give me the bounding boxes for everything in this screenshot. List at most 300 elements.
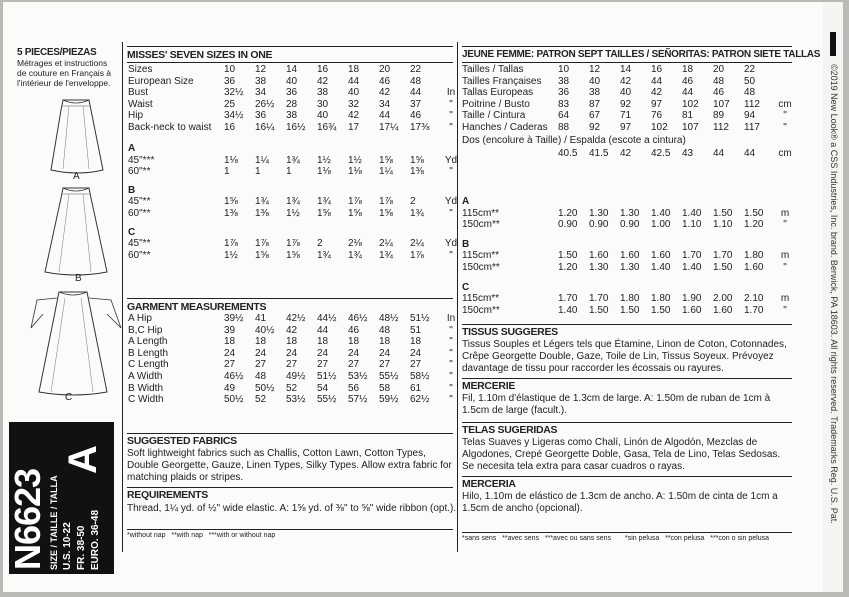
- skirt-view-c-illustration: [21, 284, 131, 402]
- garment-unit: ": [449, 359, 453, 371]
- garment-cell: 18: [286, 336, 298, 348]
- view-label-b: B: [75, 273, 82, 284]
- jeune-metrage-unit: ": [783, 219, 787, 231]
- garment-unit: ": [449, 336, 453, 348]
- jeune-size-cell: 64: [558, 110, 570, 122]
- jeune-size-cell: 97: [620, 121, 632, 133]
- jeune-metrage-cell: 1.50: [744, 207, 764, 219]
- misses-size-cell: 14: [286, 64, 298, 75]
- telas-title: TELAS SUGERIDAS: [462, 424, 558, 436]
- jeune-metrage-row-label: 115cm**: [462, 207, 500, 219]
- jeune-metrage-cell: 1.80: [744, 250, 764, 262]
- skirt-view-b-illustration: [29, 182, 129, 282]
- garment-cell: 27: [255, 359, 267, 371]
- garment-row-label: A Hip: [128, 313, 152, 324]
- size-badge: [9, 422, 114, 574]
- jeune-size-cell: 14: [620, 64, 632, 75]
- garment-row-label: B Length: [128, 347, 169, 359]
- jeune-size-cell: 92: [589, 121, 601, 133]
- tissus-text: Tissus Souples et Légers tels que Étamine, Linon de Coton, Cotonnades, Crêpe Georgette Double, Gaze, Toile de Lin, Tissus Soyeux. Prévoyez davantage de tissu pour raccorder les écossais ou rayures.: [462, 339, 787, 374]
- jeune-size-cell: 44: [651, 75, 663, 87]
- misses-size-cell: 10: [224, 64, 236, 75]
- tissus-title: TISSUS SUGGERES: [462, 326, 558, 338]
- jeune-metrage-cell: 1.50: [558, 250, 578, 262]
- misses-yardage-cell: 1⅞: [286, 238, 300, 250]
- jeune-title: JEUNE FEMME: PATRON SEPT TAILLES / SEÑORITAS: PATRON SIETE TALLAS: [462, 49, 821, 60]
- misses-yardage-unit: ": [449, 166, 453, 178]
- jeune-metrage-cell: 1.70: [682, 250, 702, 262]
- garment-cell: 52: [286, 382, 298, 394]
- jeune-size-unit: [775, 64, 795, 76]
- misses-yardage-row: [128, 166, 461, 178]
- jeune-size-cell: 107: [713, 98, 730, 110]
- jeune-metrage-cell: 1.20: [744, 219, 764, 231]
- jeune-metrage-row: [462, 262, 795, 274]
- garment-cell: 58: [379, 382, 391, 394]
- misses-yardage-cell: 1⅛: [348, 166, 362, 178]
- misses-yardage-cell: 1⅞: [255, 238, 269, 250]
- misses-size-cell: 12: [255, 64, 267, 75]
- jeune-metrage-cell: 1.20: [558, 207, 578, 219]
- misses-yardage-cell: 1⅝: [255, 249, 269, 261]
- misses-yardage-view-header: [128, 178, 461, 197]
- misses-yardage-cell: 1⅛: [317, 166, 331, 178]
- misses-size-cell: 16: [224, 121, 236, 133]
- dos-row-label: [462, 148, 558, 160]
- misses-size-cell: 37: [410, 98, 422, 110]
- misses-size-row: [128, 76, 461, 88]
- garment-cell: 39: [224, 324, 236, 336]
- misses-size-cell: 18: [348, 64, 360, 75]
- garment-unit: ": [449, 382, 453, 394]
- garment-cell: 46: [348, 324, 360, 336]
- misses-size-cell: 17¼: [379, 121, 399, 133]
- jeune-size-cell: 38: [589, 87, 601, 99]
- misses-size-cell: 36: [286, 87, 298, 99]
- jeune-metrage-row: [462, 250, 795, 262]
- garment-cell: 27: [224, 359, 236, 371]
- garment-cell: 49½: [286, 370, 306, 382]
- misses-size-cell: 32½: [224, 87, 244, 99]
- garment-cell: 48½: [379, 313, 399, 324]
- misses-yardage-cell: 2¼: [410, 238, 424, 250]
- jeune-metrage-cell: 1.60: [744, 261, 764, 273]
- misses-size-cell: 38: [317, 87, 329, 99]
- misses-size-cell: 16: [317, 64, 329, 75]
- jeune-metrage-row: [462, 219, 795, 231]
- garment-row: [128, 348, 461, 360]
- jeune-metrage-cell: 1.30: [620, 207, 640, 219]
- jeune-metrage-cell: 1.70: [558, 293, 578, 305]
- misses-yardage-view-letter: A: [128, 143, 136, 154]
- misses-yardage-cell: 1⅝: [379, 207, 393, 219]
- misses-size-cell: 36: [224, 75, 236, 87]
- misses-yardage-view-header: [128, 136, 461, 155]
- jeune-size-cell: 83: [558, 98, 570, 110]
- jeune-size-unit: [775, 87, 795, 99]
- jeune-size-cell: 112: [744, 98, 760, 110]
- garment-cell: 44: [317, 324, 329, 336]
- garment-unit: ": [449, 324, 453, 336]
- garment-cell: 24: [410, 347, 422, 359]
- size-us: U.S. 10-22: [62, 522, 73, 570]
- garment-row-label: A Length: [128, 336, 168, 348]
- footnote-es: *sin pelusa **con pelusa ***con o sin pelusa: [625, 535, 769, 542]
- misses-size-row: [128, 122, 461, 134]
- jeune-size-cell: 48: [713, 75, 725, 87]
- jeune-size-row: [462, 110, 795, 122]
- dos-row: [462, 148, 795, 160]
- merceria-text: Hilo, 1.10m de elástico de 1.3cm de ancho. A: 1.50m de cinta de 1cm a 1.5cm de ancho (opcional).: [462, 491, 778, 514]
- jeune-size-cell: 20: [713, 64, 725, 75]
- misses-yardage-unit: ": [449, 207, 453, 219]
- garment-row: [128, 394, 461, 406]
- jeune-metrage-view-header: [462, 274, 795, 294]
- jeune-size-row: [462, 99, 795, 111]
- jeune-size-unit: ": [783, 121, 787, 133]
- misses-size-cell: 30: [317, 98, 329, 110]
- jeune-size-cell: 89: [713, 110, 725, 122]
- pieces-note: Métrages et instructions de couture en Français à l'intérieur de l'enveloppe.: [17, 58, 112, 88]
- jeune-metrage-row-label: 115cm**: [462, 293, 500, 305]
- misses-yardage-row: [128, 196, 461, 208]
- dos-cell: 42.5: [651, 148, 671, 159]
- misses-size-cell: 25: [224, 98, 236, 110]
- misses-size-cell: 42: [379, 87, 391, 99]
- jeune-metrage-unit: m: [780, 293, 790, 305]
- misses-size-cell: 34: [379, 98, 391, 110]
- misses-size-row-label: European Size: [128, 75, 194, 87]
- garment-cell: 27: [286, 359, 298, 371]
- misses-size-row-label: Back-neck to waist: [128, 121, 212, 133]
- garment-cell: 58½: [410, 370, 430, 382]
- jeune-metrage-cell: 1.70: [589, 293, 609, 305]
- misses-size-unit: ": [449, 121, 453, 133]
- misses-yardage-cell: 2¼: [379, 238, 393, 250]
- dos-cell: 41.5: [589, 148, 609, 159]
- misses-size-cell: 17: [348, 121, 360, 133]
- garment-cell: 51: [410, 324, 422, 336]
- misses-yardage-view-letter: C: [128, 226, 136, 238]
- jeune-size-cell: 88: [558, 121, 570, 133]
- misses-size-row: [128, 99, 461, 111]
- garment-unit: ": [449, 347, 453, 359]
- garment-cell: 24: [348, 347, 360, 359]
- dos-cell: 44: [713, 148, 725, 159]
- misses-yardage-row: [128, 155, 461, 167]
- misses-size-unit: ": [449, 110, 453, 122]
- misses-size-cell: 48: [410, 75, 422, 87]
- dos-cell: 40.5: [558, 148, 578, 159]
- misses-size-cell: 32: [348, 98, 360, 110]
- garment-row: [128, 313, 461, 325]
- misses-yardage-cell: 1⅝: [224, 196, 238, 208]
- jeune-size-table: [462, 64, 795, 134]
- misses-size-row: [128, 87, 461, 99]
- jeune-size-row-label: Poitrine / Busto: [462, 98, 530, 110]
- garment-row: [128, 336, 461, 348]
- dos-label: Dos (encolure à Taille) / Espalda (escote a cintura): [462, 135, 686, 146]
- garment-cell: 52: [255, 394, 267, 406]
- garment-cell: 48: [255, 370, 267, 382]
- garment-row: [128, 325, 461, 337]
- garment-row-label: B Width: [128, 382, 164, 394]
- jeune-metrage-cell: 1.60: [651, 250, 671, 262]
- misses-size-unit: [441, 76, 461, 88]
- misses-yardage-view-header: [128, 220, 461, 239]
- misses-yardage-cell: 2⅛: [348, 238, 362, 250]
- telas-text: Telas Suaves y Ligeras como Chalí, Linón de Algodón, Mezclas de Algodones, Crepé Georgette Doble, Gasa, Tela de Lino, Telas Sedosas. Se necesita tela extra para casar cuadros o rayas.: [462, 437, 781, 472]
- misses-yardage-cell: 1½: [348, 154, 362, 166]
- misses-size-row-label: Bust: [128, 87, 149, 99]
- jeune-size-cell: 67: [589, 110, 601, 122]
- garment-cell: 53½: [286, 394, 306, 406]
- misses-size-cell: 20: [379, 64, 391, 75]
- garment-table: [128, 313, 461, 406]
- jeune-metrage-cell: 1.90: [682, 293, 702, 305]
- jeune-size-cell: 40: [589, 75, 601, 87]
- garment-cell: 39½: [224, 313, 244, 324]
- footnote-fr: *sans sens **avec sens ***avec ou sans sens: [462, 535, 612, 542]
- misses-size-cell: 34: [255, 87, 267, 99]
- misses-yardage-cell: 1¾: [410, 207, 424, 219]
- jeune-metrage-cell: 1.60: [620, 250, 640, 262]
- misses-size-cell: 36: [255, 110, 267, 122]
- misses-yardage-cell: 1¾: [348, 249, 362, 261]
- misses-size-cell: 16½: [286, 121, 306, 133]
- jeune-metrage-cell: 1.30: [589, 261, 609, 273]
- misses-yardage-row-label: 45"**: [128, 238, 151, 250]
- jeune-metrage: [462, 188, 795, 316]
- misses-yardage-cell: 1⅛: [224, 154, 238, 166]
- misses-yardage-row: [128, 250, 461, 262]
- garment-cell: 59½: [379, 394, 399, 406]
- garment-row: [128, 371, 461, 383]
- jeune-metrage-cell: 1.50: [713, 207, 733, 219]
- misses-size-row-label: Sizes: [128, 64, 153, 75]
- jeune-size-cell: 38: [558, 75, 570, 87]
- garment-cell: 24: [224, 347, 236, 359]
- jeune-size-cell: 44: [682, 87, 694, 99]
- jeune-size-row-label: Tallas Europeas: [462, 87, 534, 99]
- copyright-text: ©2019 New Look® a CSS Industries, Inc. brand. Berwick, PA 18603. All rights reserved. Trademarks Reg. U.S. Pat.: [829, 64, 839, 524]
- misses-size-cell: 22: [410, 64, 422, 75]
- jeune-size-cell: 102: [682, 98, 699, 110]
- garment-cell: 51½: [317, 370, 337, 382]
- garment-cell: 27: [410, 359, 422, 371]
- jeune-size-row: [462, 64, 795, 76]
- jeune-metrage-view-letter: A: [462, 196, 470, 207]
- misses-yardage-cell: 1⅜: [255, 207, 269, 219]
- view-label-a: A: [73, 171, 80, 182]
- jeune-metrage-cell: 1.00: [651, 219, 671, 231]
- misses-yardage-cell: 1¼: [379, 166, 393, 178]
- misses-yardage-unit: ": [449, 249, 453, 261]
- garment-row: [128, 359, 461, 371]
- size-label: SIZE / TAILLE / TALLA: [49, 475, 59, 570]
- misses-yardage-cell: 1⅝: [286, 249, 300, 261]
- garment-cell: 27: [348, 359, 360, 371]
- misses-size-cell: 38: [255, 75, 267, 87]
- jeune-size-cell: 97: [651, 98, 663, 110]
- garment-cell: 56: [348, 382, 360, 394]
- jeune-metrage-unit: m: [780, 250, 790, 262]
- jeune-metrage-cell: 2.00: [713, 293, 733, 305]
- garment-unit: In: [446, 313, 456, 324]
- garment-row-label: C Width: [128, 394, 164, 406]
- dos-cell: 42: [620, 148, 632, 159]
- misses-yardage-cell: 1¾: [255, 196, 269, 208]
- misses-yardage-row: [128, 208, 461, 220]
- misses-size-cell: 42: [348, 110, 360, 122]
- misses-size-cell: 44: [410, 87, 422, 99]
- jeune-size-cell: 81: [682, 110, 694, 122]
- fabrics-text: Soft lightweight fabrics such as Challis, Cotton Lawn, Cotton Types, Double Georgette, Gauze, Linen Types, Silky Types. Allow extra fabric for matching plaids or stripes.: [127, 448, 452, 483]
- garment-cell: 55½: [379, 370, 399, 382]
- jeune-metrage-cell: 1.40: [651, 207, 671, 219]
- garment-cell: 50½: [255, 382, 275, 394]
- misses-yardage-cell: 1⅝: [348, 207, 362, 219]
- jeune-metrage-cell: 1.30: [589, 207, 609, 219]
- jeune-size-cell: 117: [744, 121, 760, 133]
- jeune-metrage-view-header: [462, 188, 795, 208]
- garment-cell: 41: [255, 313, 267, 324]
- jeune-metrage-cell: 1.50: [620, 304, 640, 316]
- jeune-size-cell: 102: [651, 121, 668, 133]
- jeune-metrage-cell: 0.90: [589, 219, 609, 231]
- garment-cell: 51½: [410, 313, 430, 324]
- jeune-size-unit: ": [783, 110, 787, 122]
- jeune-size-cell: 22: [744, 64, 756, 75]
- jeune-metrage-cell: 1.40: [682, 261, 702, 273]
- jeune-size-row-label: Taille / Cintura: [462, 110, 526, 122]
- jeune-metrage-view-letter: B: [462, 238, 470, 250]
- garment-cell: 61: [410, 382, 422, 394]
- misses-yardage-cell: 1¾: [317, 196, 331, 208]
- garment-unit: ": [449, 370, 453, 382]
- jeune-metrage-view-letter: C: [462, 281, 470, 293]
- jeune-size-cell: 10: [558, 64, 570, 75]
- jeune-metrage-row: [462, 293, 795, 305]
- misses-yardage-cell: 2: [410, 196, 416, 208]
- misses-yardage-cell: 1⅝: [410, 154, 424, 166]
- jeune-size-row-label: Tailles / Tallas: [462, 64, 524, 75]
- misses-yardage-row-label: 60"**: [128, 207, 151, 219]
- misses-yardage-cell: 1: [255, 166, 261, 178]
- jeune-metrage-cell: 1.10: [682, 219, 702, 231]
- jeune-metrage-unit: m: [780, 207, 790, 219]
- mercerie-text: Fil, 1.10m d'élastique de 1.3cm de large. A: 1.50m de ruban de 1cm à 1.5cm de large (facult.).: [462, 393, 771, 416]
- divider-left: [122, 42, 123, 552]
- misses-size-unit: [441, 64, 461, 76]
- misses-size-cell: 40: [286, 75, 298, 87]
- jeune-metrage-cell: 0.90: [620, 219, 640, 231]
- misses-yardage-unit: Yd: [444, 238, 458, 250]
- misses-yardage-row-label: 45"**: [128, 196, 151, 208]
- jeune-metrage-cell: 1.60: [713, 304, 733, 316]
- jeune-metrage-cell: 1.40: [558, 304, 578, 316]
- garment-unit: ": [449, 394, 453, 406]
- garment-cell: 40½: [255, 324, 275, 336]
- misses-yardage-cell: 1⅜: [410, 166, 424, 178]
- misses-size-cell: 34½: [224, 110, 244, 122]
- jeune-size-cell: 94: [744, 110, 756, 122]
- jeune-size-cell: 40: [620, 87, 632, 99]
- jeune-size-cell: 46: [682, 75, 694, 87]
- garment-cell: 48: [379, 324, 391, 336]
- misses-size-cell: 26½: [255, 98, 275, 110]
- garment-cell: 57½: [348, 394, 368, 406]
- garment-cell: 46½: [224, 370, 244, 382]
- misses-yardage-cell: 1⅞: [379, 196, 393, 208]
- mercerie-title: MERCERIE: [462, 380, 516, 392]
- jeune-size-cell: 42: [620, 75, 632, 87]
- size-range-letter: A: [61, 445, 105, 474]
- garment-cell: 50½: [224, 394, 244, 406]
- garment-cell: 18: [410, 336, 422, 348]
- garment-cell: 55½: [317, 394, 337, 406]
- misses-yardage-view-letter: B: [128, 184, 136, 196]
- jeune-size-cell: 50: [744, 75, 756, 87]
- garment-cell: 46½: [348, 313, 368, 324]
- pattern-number: N6623: [7, 468, 48, 570]
- misses-size-cell: 46: [410, 110, 422, 122]
- jeune-size-cell: 76: [651, 110, 663, 122]
- jeune-size-row-label: Tailles Françaises: [462, 75, 542, 87]
- misses-size-table: [128, 64, 461, 134]
- misses-yardage-cell: 1¾: [317, 249, 331, 261]
- misses-size-row-label: Waist: [128, 98, 153, 110]
- misses-size-unit: In: [446, 87, 456, 99]
- misses-yardage-cell: 1⅞: [348, 196, 362, 208]
- jeune-size-row-label: Hanches / Caderas: [462, 121, 548, 133]
- jeune-size-cell: 12: [589, 64, 601, 75]
- jeune-size-row: [462, 87, 795, 99]
- jeune-metrage-cell: 1.50: [713, 261, 733, 273]
- misses-size-cell: 17⅜: [410, 121, 430, 133]
- jeune-metrage-cell: 2.10: [744, 293, 764, 305]
- jeune-size-cell: 42: [651, 87, 663, 99]
- jeune-size-row: [462, 122, 795, 134]
- pattern-envelope-back: [3, 2, 843, 592]
- garment-row: [128, 383, 461, 395]
- misses-yardage-row: [128, 238, 461, 250]
- garment-cell: 18: [224, 336, 236, 348]
- jeune-metrage-row: [462, 305, 795, 317]
- misses-footnote: *without nap **with nap ***with or without nap: [127, 532, 276, 539]
- jeune-metrage-unit: ": [783, 261, 787, 273]
- misses-size-cell: 38: [286, 110, 298, 122]
- size-euro: EURO. 36-48: [90, 509, 101, 570]
- pieces-title: 5 PIECES/PIEZAS: [17, 47, 97, 58]
- garment-row-label: A Width: [128, 370, 163, 382]
- misses-yardage-row-label: 45"***: [128, 154, 155, 166]
- garment-cell: 18: [317, 336, 329, 348]
- misses-size-unit: ": [449, 98, 453, 110]
- merceria-title: MERCERIA: [462, 478, 516, 490]
- jeune-size-unit: [775, 76, 795, 88]
- jeune-size-row: [462, 76, 795, 88]
- jeune-metrage-cell: 1.70: [744, 304, 764, 316]
- jeune-metrage-unit: ": [783, 304, 787, 316]
- jeune-metrage-cell: 1.10: [713, 219, 733, 231]
- garment-cell: 27: [379, 359, 391, 371]
- misses-size-cell: 42: [317, 75, 329, 87]
- garment-cell: 42½: [286, 313, 306, 324]
- garment-cell: 18: [379, 336, 391, 348]
- jeune-size-cell: 48: [744, 87, 756, 99]
- jeune-metrage-cell: 0.90: [558, 219, 578, 231]
